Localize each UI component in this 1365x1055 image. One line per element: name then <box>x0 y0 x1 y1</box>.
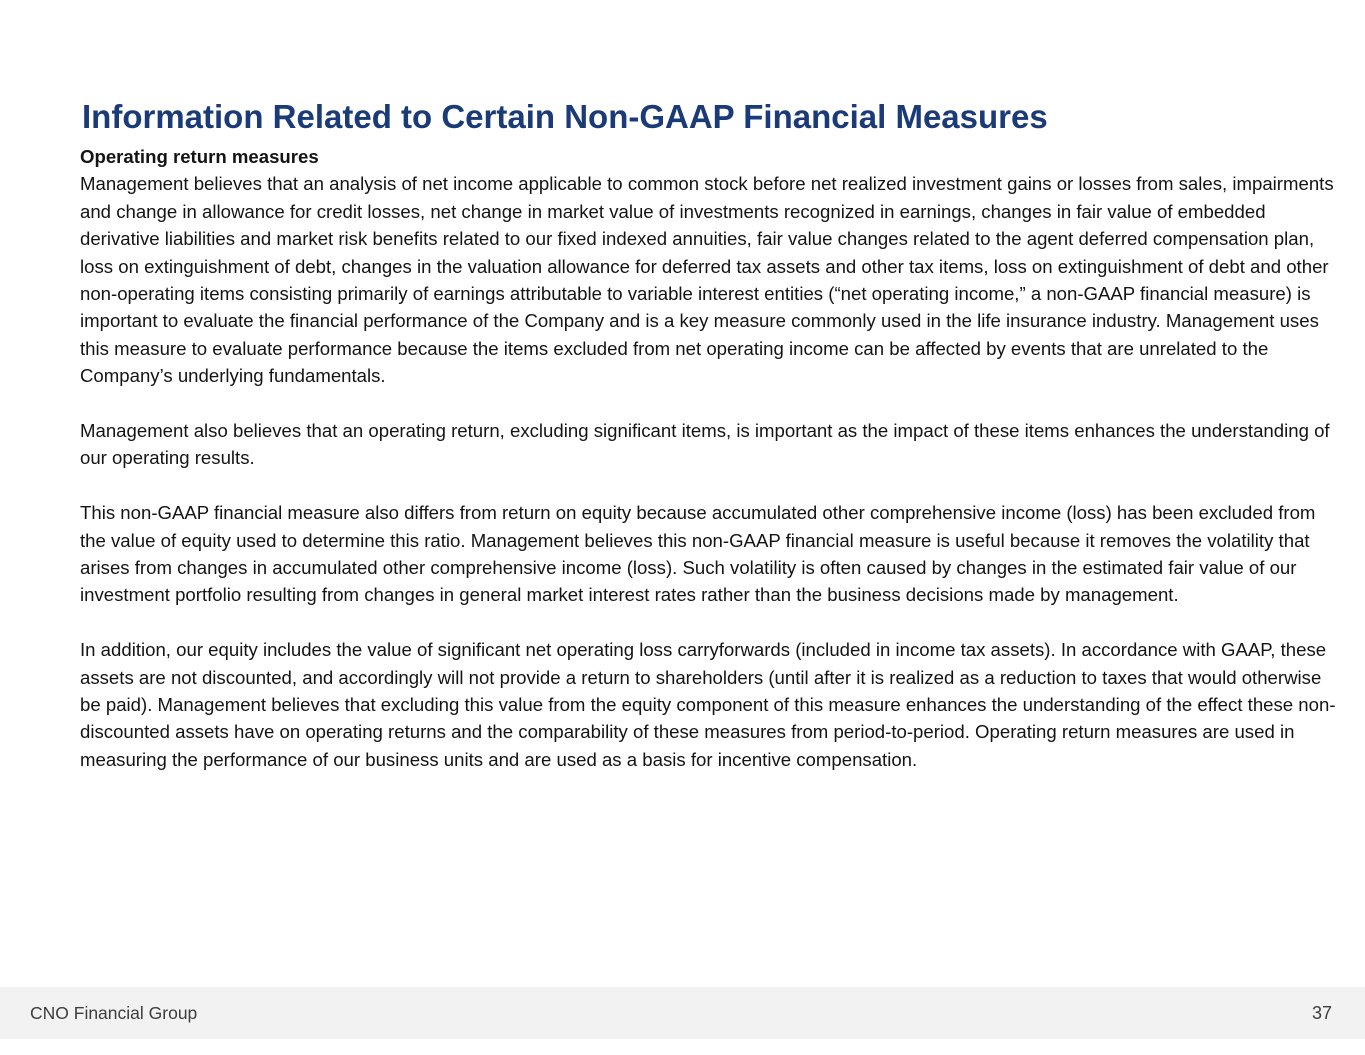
page-title: Information Related to Certain Non-GAAP Financial Measures <box>82 98 1048 136</box>
body-text <box>80 143 1336 801</box>
paragraph-net-operating-loss-carryforwards: In addition, our equity includes the value of significant net operating loss carryforwards (included in income tax assets). In accordance with GAAP, these assets are not discounted, and accordingly will not provide a return to shareholders (until after it is realized as a reduction to taxes that would otherwise be paid). Management believes that excluding this value from the equity component of this measure enhances the understanding of the effect these non-discounted assets have on operating returns and the comparability of these measures from period-to-period. Operating return measures are used in measuring the performance of our business units and are used as a basis for incentive compensation. <box>80 639 1336 770</box>
paragraph-difference-from-return-on-equity: This non-GAAP financial measure also differs from return on equity because accumulated other comprehensive income (loss) has been excluded from the value of equity used to determine this ratio. Management believes this non-GAAP financial measure is useful because it removes the volatility that arises from changes in accumulated other comprehensive income (loss). Such volatility is often caused by changes in the estimated fair value of our investment portfolio resulting from changes in general market interest rates rather than the business decisions made by management. <box>80 502 1316 606</box>
paragraph-operating-return-excluding-items: Management also believes that an operating return, excluding significant items, is important as the impact of these items enhances the understanding of our operating results. <box>80 420 1330 469</box>
footer-page-number: 37 <box>1311 1002 1332 1023</box>
section-heading: Operating return measures <box>80 146 319 167</box>
footer-company-name: CNO Financial Group <box>30 1002 198 1023</box>
paragraph-operating-return-definition: Management believes that an analysis of net income applicable to common stock before net realized investment gains or losses from sales, impairments and change in allowance for credit losses, net change in market value of investments recognized in earnings, changes in fair value of embedded derivative liabilities and market risk benefits related to our fixed indexed annuities, fair value changes related to the agent deferred compensation plan, loss on extinguishment of debt, changes in the valuation allowance for deferred tax assets and other tax items, loss on extinguishment of debt and other non-operating items consisting primarily of earnings attributable to variable interest entities (“net operating income,” a non-GAAP financial measure) is important to evaluate the financial performance of the Company and is a key measure commonly used in the life insurance industry. Management uses this measure to evaluate performance because the items excluded from net operating income can be affected by events that are unrelated to the Company’s underlying fundamentals. <box>80 173 1334 387</box>
footer-bar <box>0 987 1365 1039</box>
